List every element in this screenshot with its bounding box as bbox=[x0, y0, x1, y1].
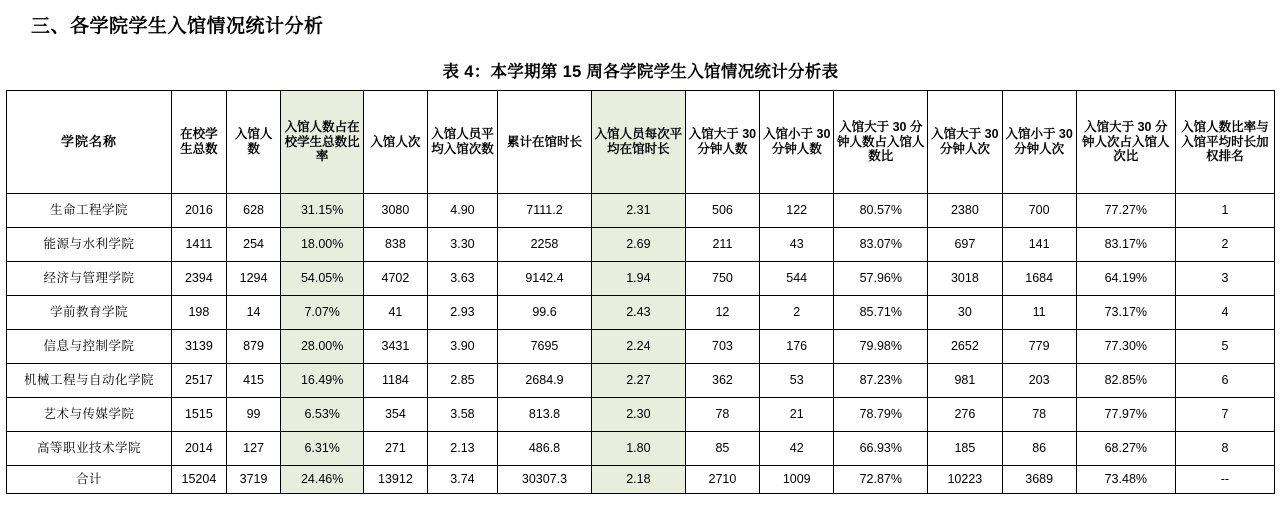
row-label: 机械工程与自动化学院 bbox=[7, 364, 172, 398]
cell: 4 bbox=[1175, 296, 1274, 330]
row-label: 信息与控制学院 bbox=[7, 330, 172, 364]
cell: 1184 bbox=[363, 364, 427, 398]
table-header-cell-4: 入馆人次 bbox=[363, 91, 427, 194]
cell: 2016 bbox=[172, 194, 227, 228]
cell: 703 bbox=[685, 330, 759, 364]
table-total-row bbox=[7, 466, 1275, 494]
cell: 41 bbox=[363, 296, 427, 330]
cell: 2684.9 bbox=[498, 364, 592, 398]
cell: 42 bbox=[760, 432, 834, 466]
cell: 85 bbox=[685, 432, 759, 466]
row-label: 经济与管理学院 bbox=[7, 262, 172, 296]
cell: 10223 bbox=[928, 466, 1002, 494]
cell: 2 bbox=[760, 296, 834, 330]
table-header-cell-3: 入馆人数占在校学生总数比率 bbox=[281, 91, 364, 194]
cell: 30 bbox=[928, 296, 1002, 330]
cell: 3018 bbox=[928, 262, 1002, 296]
cell: 6 bbox=[1175, 364, 1274, 398]
cell: 3431 bbox=[363, 330, 427, 364]
table-header-cell-0: 学院名称 bbox=[7, 91, 172, 194]
cell: 83.07% bbox=[834, 228, 928, 262]
cell: 15204 bbox=[172, 466, 227, 494]
cell: 2.27 bbox=[591, 364, 685, 398]
cell: 6.53% bbox=[281, 398, 364, 432]
cell: 3080 bbox=[363, 194, 427, 228]
cell: 18.00% bbox=[281, 228, 364, 262]
table-caption: 表 4：本学期第 15 周各学院学生入馆情况统计分析表 bbox=[442, 63, 839, 81]
table-row bbox=[7, 432, 1275, 466]
cell: 5 bbox=[1175, 330, 1274, 364]
cell: 11 bbox=[1002, 296, 1076, 330]
cell: 85.71% bbox=[834, 296, 928, 330]
cell: 2394 bbox=[172, 262, 227, 296]
table-header-cell-2: 入馆人数 bbox=[226, 91, 281, 194]
cell: 750 bbox=[685, 262, 759, 296]
row-label: 高等职业技术学院 bbox=[7, 432, 172, 466]
cell: 3.30 bbox=[427, 228, 497, 262]
table-row bbox=[7, 398, 1275, 432]
cell: 1.80 bbox=[591, 432, 685, 466]
cell: 2.43 bbox=[591, 296, 685, 330]
cell: 87.23% bbox=[834, 364, 928, 398]
cell: 77.30% bbox=[1076, 330, 1175, 364]
row-label: 艺术与传媒学院 bbox=[7, 398, 172, 432]
cell: 127 bbox=[226, 432, 281, 466]
stats-table bbox=[6, 90, 1275, 494]
cell: 78 bbox=[1002, 398, 1076, 432]
cell: 2014 bbox=[172, 432, 227, 466]
cell: 486.8 bbox=[498, 432, 592, 466]
cell: 66.93% bbox=[834, 432, 928, 466]
cell: 77.97% bbox=[1076, 398, 1175, 432]
cell: 79.98% bbox=[834, 330, 928, 364]
cell: 813.8 bbox=[498, 398, 592, 432]
cell: 8 bbox=[1175, 432, 1274, 466]
table-header-row bbox=[7, 91, 1275, 194]
cell: 77.27% bbox=[1076, 194, 1175, 228]
cell: 2380 bbox=[928, 194, 1002, 228]
cell: 53 bbox=[760, 364, 834, 398]
cell: 354 bbox=[363, 398, 427, 432]
cell: 2.30 bbox=[591, 398, 685, 432]
cell: 2652 bbox=[928, 330, 1002, 364]
cell: 1 bbox=[1175, 194, 1274, 228]
row-label: 生命工程学院 bbox=[7, 194, 172, 228]
table-header-cell-13: 入馆大于 30 分钟人次占入馆人次比 bbox=[1076, 91, 1175, 194]
cell: 628 bbox=[226, 194, 281, 228]
table-header-cell-12: 入馆小于 30 分钟人次 bbox=[1002, 91, 1076, 194]
cell: 2710 bbox=[685, 466, 759, 494]
cell: 6.31% bbox=[281, 432, 364, 466]
cell: 3719 bbox=[226, 466, 281, 494]
cell: 24.46% bbox=[281, 466, 364, 494]
cell: 879 bbox=[226, 330, 281, 364]
table-header-cell-11: 入馆大于 30 分钟人次 bbox=[928, 91, 1002, 194]
cell: 4.90 bbox=[427, 194, 497, 228]
table-header-cell-9: 入馆小于 30 分钟人数 bbox=[760, 91, 834, 194]
table-header-cell-5: 入馆人员平均入馆次数 bbox=[427, 91, 497, 194]
cell: 73.48% bbox=[1076, 466, 1175, 494]
cell: 176 bbox=[760, 330, 834, 364]
cell: 1294 bbox=[226, 262, 281, 296]
cell: 21 bbox=[760, 398, 834, 432]
cell: 7111.2 bbox=[498, 194, 592, 228]
cell: 28.00% bbox=[281, 330, 364, 364]
cell: 7695 bbox=[498, 330, 592, 364]
table-head bbox=[7, 91, 1275, 194]
cell: 2.93 bbox=[427, 296, 497, 330]
table-header-cell-10: 入馆大于 30 分钟人数占入馆人数比 bbox=[834, 91, 928, 194]
cell: 16.49% bbox=[281, 364, 364, 398]
cell: 80.57% bbox=[834, 194, 928, 228]
cell: 1684 bbox=[1002, 262, 1076, 296]
cell: 697 bbox=[928, 228, 1002, 262]
cell: 1.94 bbox=[591, 262, 685, 296]
table-row bbox=[7, 262, 1275, 296]
cell: 4702 bbox=[363, 262, 427, 296]
table-header-cell-7: 入馆人员每次平均在馆时长 bbox=[591, 91, 685, 194]
cell: 86 bbox=[1002, 432, 1076, 466]
row-label: 能源与水利学院 bbox=[7, 228, 172, 262]
cell: 1009 bbox=[760, 466, 834, 494]
table-header-cell-14: 入馆人数比率与入馆平均时长加权排名 bbox=[1175, 91, 1274, 194]
cell: 2258 bbox=[498, 228, 592, 262]
cell: 54.05% bbox=[281, 262, 364, 296]
cell: 31.15% bbox=[281, 194, 364, 228]
cell: 2.18 bbox=[591, 466, 685, 494]
cell: 2.85 bbox=[427, 364, 497, 398]
cell: 544 bbox=[760, 262, 834, 296]
row-label: 学前教育学院 bbox=[7, 296, 172, 330]
cell: 3.58 bbox=[427, 398, 497, 432]
cell: 2.13 bbox=[427, 432, 497, 466]
cell: 506 bbox=[685, 194, 759, 228]
table-row bbox=[7, 296, 1275, 330]
cell: 78 bbox=[685, 398, 759, 432]
cell: 99.6 bbox=[498, 296, 592, 330]
cell: 72.87% bbox=[834, 466, 928, 494]
table-header-cell-1: 在校学生总数 bbox=[172, 91, 227, 194]
row-label: 合计 bbox=[7, 466, 172, 494]
table-body bbox=[7, 194, 1275, 494]
cell: 2 bbox=[1175, 228, 1274, 262]
cell: 1411 bbox=[172, 228, 227, 262]
cell: 2.69 bbox=[591, 228, 685, 262]
cell: 3.74 bbox=[427, 466, 497, 494]
cell: 83.17% bbox=[1076, 228, 1175, 262]
cell: 3139 bbox=[172, 330, 227, 364]
cell: 3 bbox=[1175, 262, 1274, 296]
cell: 185 bbox=[928, 432, 1002, 466]
cell: 415 bbox=[226, 364, 281, 398]
cell: 1515 bbox=[172, 398, 227, 432]
document-page bbox=[0, 11, 1281, 528]
cell: 2.24 bbox=[591, 330, 685, 364]
cell: 779 bbox=[1002, 330, 1076, 364]
cell: 203 bbox=[1002, 364, 1076, 398]
cell: 13912 bbox=[363, 466, 427, 494]
cell: 43 bbox=[760, 228, 834, 262]
cell: 2517 bbox=[172, 364, 227, 398]
cell: -- bbox=[1175, 466, 1274, 494]
cell: 99 bbox=[226, 398, 281, 432]
cell: 73.17% bbox=[1076, 296, 1175, 330]
cell: 14 bbox=[226, 296, 281, 330]
cell: 12 bbox=[685, 296, 759, 330]
table-header-cell-6: 累计在馆时长 bbox=[498, 91, 592, 194]
cell: 700 bbox=[1002, 194, 1076, 228]
cell: 30307.3 bbox=[498, 466, 592, 494]
cell: 57.96% bbox=[834, 262, 928, 296]
cell: 211 bbox=[685, 228, 759, 262]
table-container bbox=[6, 90, 1275, 494]
cell: 122 bbox=[760, 194, 834, 228]
cell: 254 bbox=[226, 228, 281, 262]
cell: 3689 bbox=[1002, 466, 1076, 494]
cell: 3.90 bbox=[427, 330, 497, 364]
cell: 838 bbox=[363, 228, 427, 262]
cell: 7 bbox=[1175, 398, 1274, 432]
cell: 9142.4 bbox=[498, 262, 592, 296]
cell: 271 bbox=[363, 432, 427, 466]
cell: 276 bbox=[928, 398, 1002, 432]
cell: 7.07% bbox=[281, 296, 364, 330]
table-row bbox=[7, 194, 1275, 228]
cell: 68.27% bbox=[1076, 432, 1175, 466]
cell: 64.19% bbox=[1076, 262, 1175, 296]
cell: 198 bbox=[172, 296, 227, 330]
cell: 981 bbox=[928, 364, 1002, 398]
table-row bbox=[7, 330, 1275, 364]
cell: 141 bbox=[1002, 228, 1076, 262]
cell: 78.79% bbox=[834, 398, 928, 432]
cell: 362 bbox=[685, 364, 759, 398]
cell: 2.31 bbox=[591, 194, 685, 228]
table-row bbox=[7, 364, 1275, 398]
cell: 82.85% bbox=[1076, 364, 1175, 398]
section-heading: 三、各学院学生入馆情况统计分析 bbox=[31, 16, 324, 37]
table-header-cell-8: 入馆大于 30 分钟人数 bbox=[685, 91, 759, 194]
table-row bbox=[7, 228, 1275, 262]
cell: 3.63 bbox=[427, 262, 497, 296]
